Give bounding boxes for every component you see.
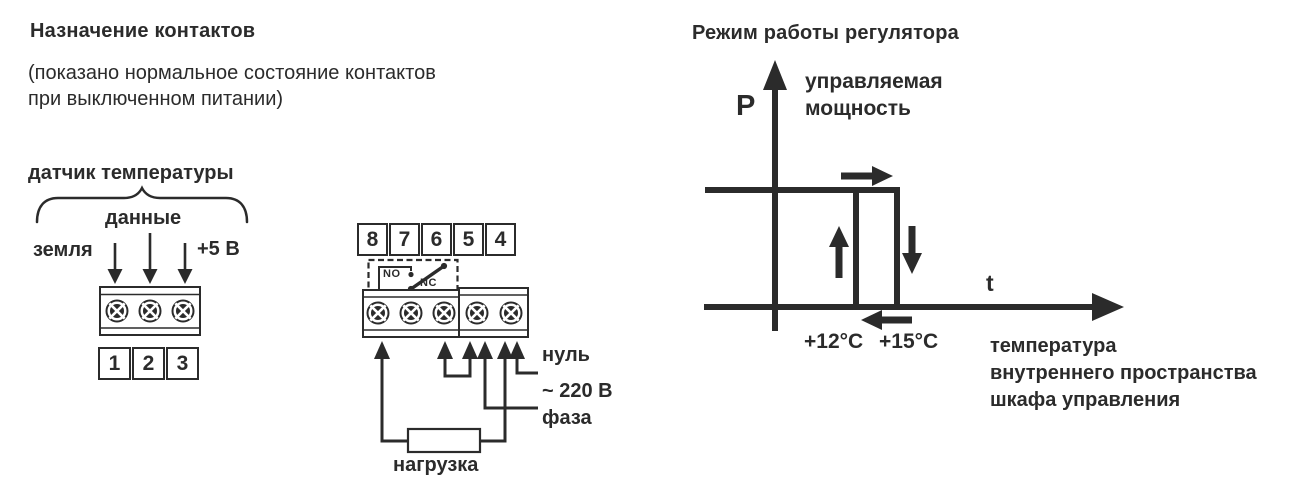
x-axis-symbol: t	[986, 270, 994, 296]
relay-no-label: NO	[383, 268, 401, 280]
ground-wire-label: земля	[33, 239, 93, 261]
y-axis-label-line1: управляемая	[805, 70, 943, 93]
terminal-number-4: 4	[485, 223, 516, 256]
left-note-line2: при выключенном питании)	[28, 88, 284, 110]
terminal-number-5: 5	[453, 223, 484, 256]
hysteresis-graph-axes	[704, 60, 1124, 331]
sensor-terminal-numbers	[98, 347, 199, 380]
left-section-title: Назначение контактов	[30, 20, 256, 42]
plus5v-wire-label: +5 В	[197, 238, 240, 260]
terminal-number-1: 1	[98, 347, 131, 380]
y-axis-label-line2: мощность	[805, 97, 911, 120]
relay-terminal-numbers	[357, 223, 516, 256]
terminal-number-8: 8	[357, 223, 388, 256]
x-axis-label-line1: температура	[990, 335, 1117, 357]
threshold-low-label: +12°C	[804, 330, 864, 353]
terminal-number-2: 2	[132, 347, 165, 380]
voltage-label: ~ 220 В	[542, 380, 613, 402]
threshold-high-label: +15°C	[879, 330, 939, 353]
data-wire-label: данные	[105, 207, 182, 229]
hysteresis-curve	[708, 190, 897, 305]
load-label: нагрузка	[393, 454, 479, 476]
x-axis-label-line2: внутреннего пространства	[990, 362, 1257, 384]
neutral-label: нуль	[542, 344, 590, 366]
relay-terminal-block	[363, 288, 528, 337]
relay-contacts-box	[369, 260, 458, 294]
relay-nc-label: NC	[420, 277, 437, 289]
x-axis-label-line3: шкафа управления	[990, 389, 1181, 411]
phase-label: фаза	[542, 407, 592, 429]
left-note-line1: (показано нормальное состояние контактов	[28, 62, 436, 84]
sensor-group-label: датчик температуры	[28, 162, 234, 184]
relay-wiring	[374, 341, 538, 452]
y-axis-symbol: P	[736, 90, 756, 122]
terminal-number-6: 6	[421, 223, 452, 256]
terminal-number-7: 7	[389, 223, 420, 256]
terminal-number-3: 3	[166, 347, 199, 380]
right-section-title: Режим работы регулятора	[692, 22, 959, 44]
sensor-wire-arrows	[108, 233, 193, 284]
sensor-terminal-block	[100, 287, 200, 335]
